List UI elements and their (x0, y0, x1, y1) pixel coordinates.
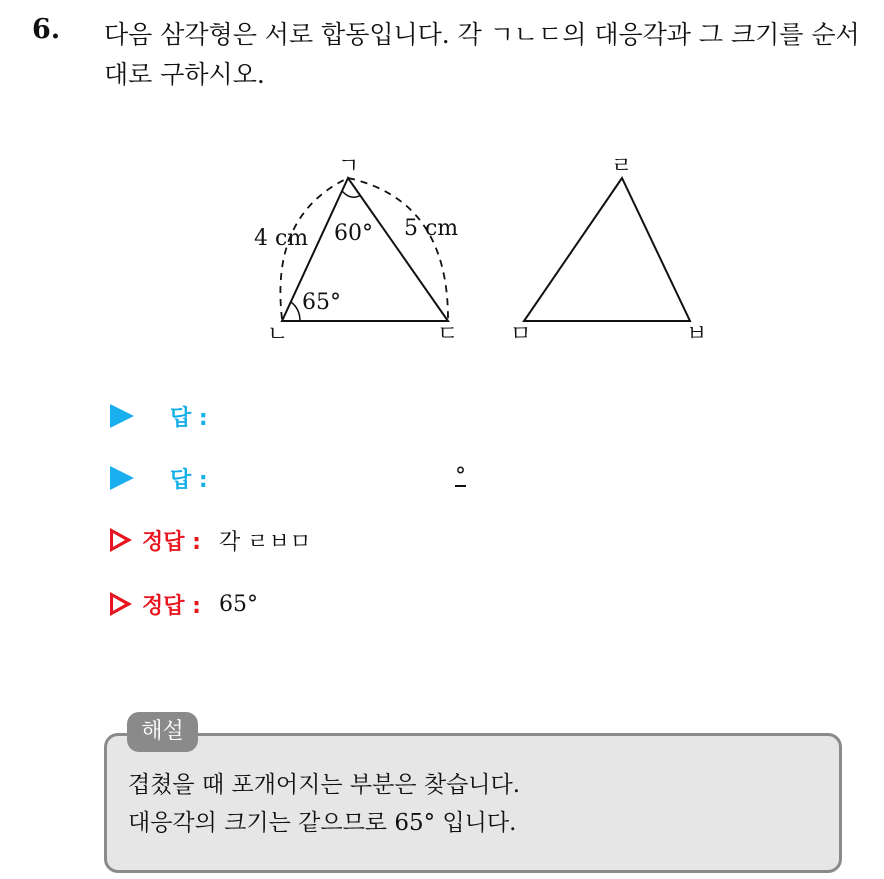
correct-value: 각 ㄹㅂㅁ (218, 529, 311, 555)
vertex-nieun: ㄴ (267, 322, 289, 347)
explanation-line: 대응각의 크기는 같으므로 65° 입니다. (128, 810, 517, 836)
side-left-length: 4 cm (254, 226, 309, 251)
vertex-digeut: ㄷ (437, 322, 459, 347)
answer-row-1 (110, 396, 208, 436)
play-triangle-icon (110, 466, 134, 490)
explanation-text (128, 766, 520, 842)
correct-value: 65° (218, 591, 258, 617)
angle-left-arc (291, 302, 300, 321)
explanation-line: 겹쳤을 때 포개어지는 부분은 찾습니다. (128, 772, 521, 798)
play-triangle-icon (110, 404, 134, 428)
answer-row-2 (110, 458, 208, 498)
angle-left-label: 65° (302, 290, 341, 315)
congruent-triangles-figure (230, 155, 730, 355)
correct-row-2 (110, 584, 258, 624)
answer-label: 답 : (170, 405, 208, 431)
question-text: 다음 삼각형은 서로 합동입니다. 각 ㄱㄴㄷ의 대응각과 그 크기를 순서대로 구하시오. (104, 20, 860, 89)
outline-triangle-icon (110, 528, 132, 552)
correct-row-1 (110, 520, 311, 560)
correct-label: 정답 : (142, 593, 201, 619)
triangle-rieul-mieum-bieup (524, 178, 690, 321)
vertex-mieum: ㅁ (510, 322, 532, 347)
answer-degree-blank[interactable] (455, 464, 466, 489)
explanation-tag: 해설 (127, 712, 198, 752)
vertex-giyeok: ㄱ (338, 155, 360, 179)
degree-suffix: ° (455, 464, 466, 489)
question-number: 6. (32, 14, 61, 45)
angle-top-label: 60° (334, 221, 373, 246)
vertex-rieul: ㄹ (611, 155, 633, 179)
outline-triangle-icon (110, 592, 132, 616)
correct-label: 정답 : (142, 529, 201, 555)
vertex-bieup: ㅂ (686, 322, 708, 347)
side-right-length: 5 cm (404, 216, 459, 241)
answer-label: 답 : (170, 467, 208, 493)
